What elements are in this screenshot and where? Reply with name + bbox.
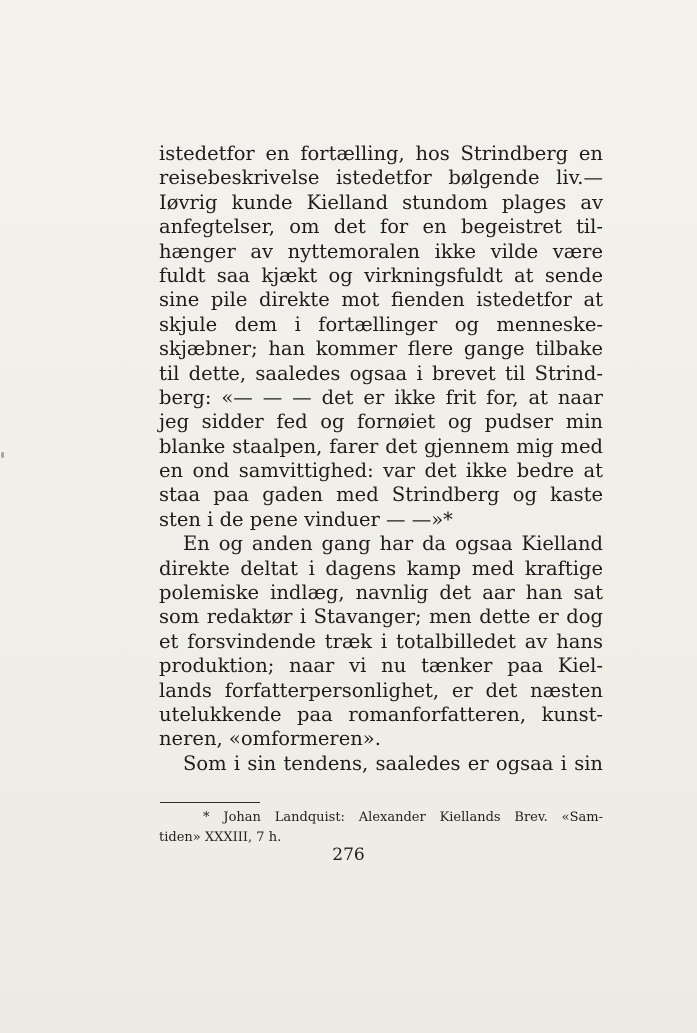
footnote-rule	[160, 802, 260, 803]
text-line: Iøvrig kunde Kielland stundom plages av	[159, 190, 603, 214]
body-text	[159, 142, 603, 776]
text-line: til dette, saaledes ogsaa i brevet til Strind-	[159, 361, 603, 385]
text-line: anfegtelser, om det for en begeistret til-	[159, 215, 603, 239]
text-line: reisebeskrivelse istedetfor bølgende liv.—	[159, 166, 603, 190]
text-line: istedetfor en fortælling, hos Strindberg en	[159, 142, 603, 165]
text-line: direkte deltat i dagens kamp med kraftige	[159, 556, 603, 580]
text-line: En og anden gang har da ogsaa Kielland	[183, 532, 603, 556]
text-line: fuldt saa kjækt og virkningsfuldt at sende	[159, 263, 603, 287]
footnote-line-2: tiden» XXXIII, 7 h.	[159, 830, 282, 845]
text-line: lands forfatterpersonlighet, er det næsten	[159, 678, 603, 702]
text-line: Som i sin tendens, saaledes er ogsaa i sin	[183, 751, 603, 775]
text-line: sten i de pene vinduer — —»*	[159, 507, 453, 531]
footnote	[159, 808, 603, 848]
text-line: jeg sidder fed og fornøiet og pudser min	[159, 410, 603, 434]
footnote-line-1: * Johan Landquist: Alexander Kiellands Brev. «Sam-	[203, 810, 603, 825]
text-line: et forsvindende træk i totalbilledet av hans	[159, 629, 603, 653]
text-line: skjule dem i fortællinger og menneske-	[159, 312, 603, 336]
text-line: sine pile direkte mot fienden istedetfor at	[159, 288, 603, 312]
text-line: blanke staalpen, farer det gjennem mig med	[159, 434, 603, 458]
text-line: staa paa gaden med Strindberg og kaste	[159, 483, 603, 507]
text-line: utelukkende paa romanforfatteren, kunst-	[159, 702, 603, 726]
text-line: produktion; naar vi nu tænker paa Kiel-	[159, 654, 603, 678]
text-line: berg: «— — — det er ikke frit for, at naar	[159, 385, 603, 409]
text-line: skjæbner; han kommer flere gange tilbake	[159, 337, 603, 361]
text-line: hænger av nyttemoralen ikke vilde være	[159, 239, 603, 263]
text-line: polemiske indlæg, navnlig det aar han sat	[159, 581, 603, 605]
text-line: en ond samvittighed: var det ikke bedre at	[159, 459, 603, 483]
paper-blemish	[1, 452, 4, 458]
page-number: 276	[332, 845, 365, 865]
text-line: neren, «omformeren».	[159, 727, 381, 751]
text-line: som redaktør i Stavanger; men dette er dog	[159, 605, 603, 629]
